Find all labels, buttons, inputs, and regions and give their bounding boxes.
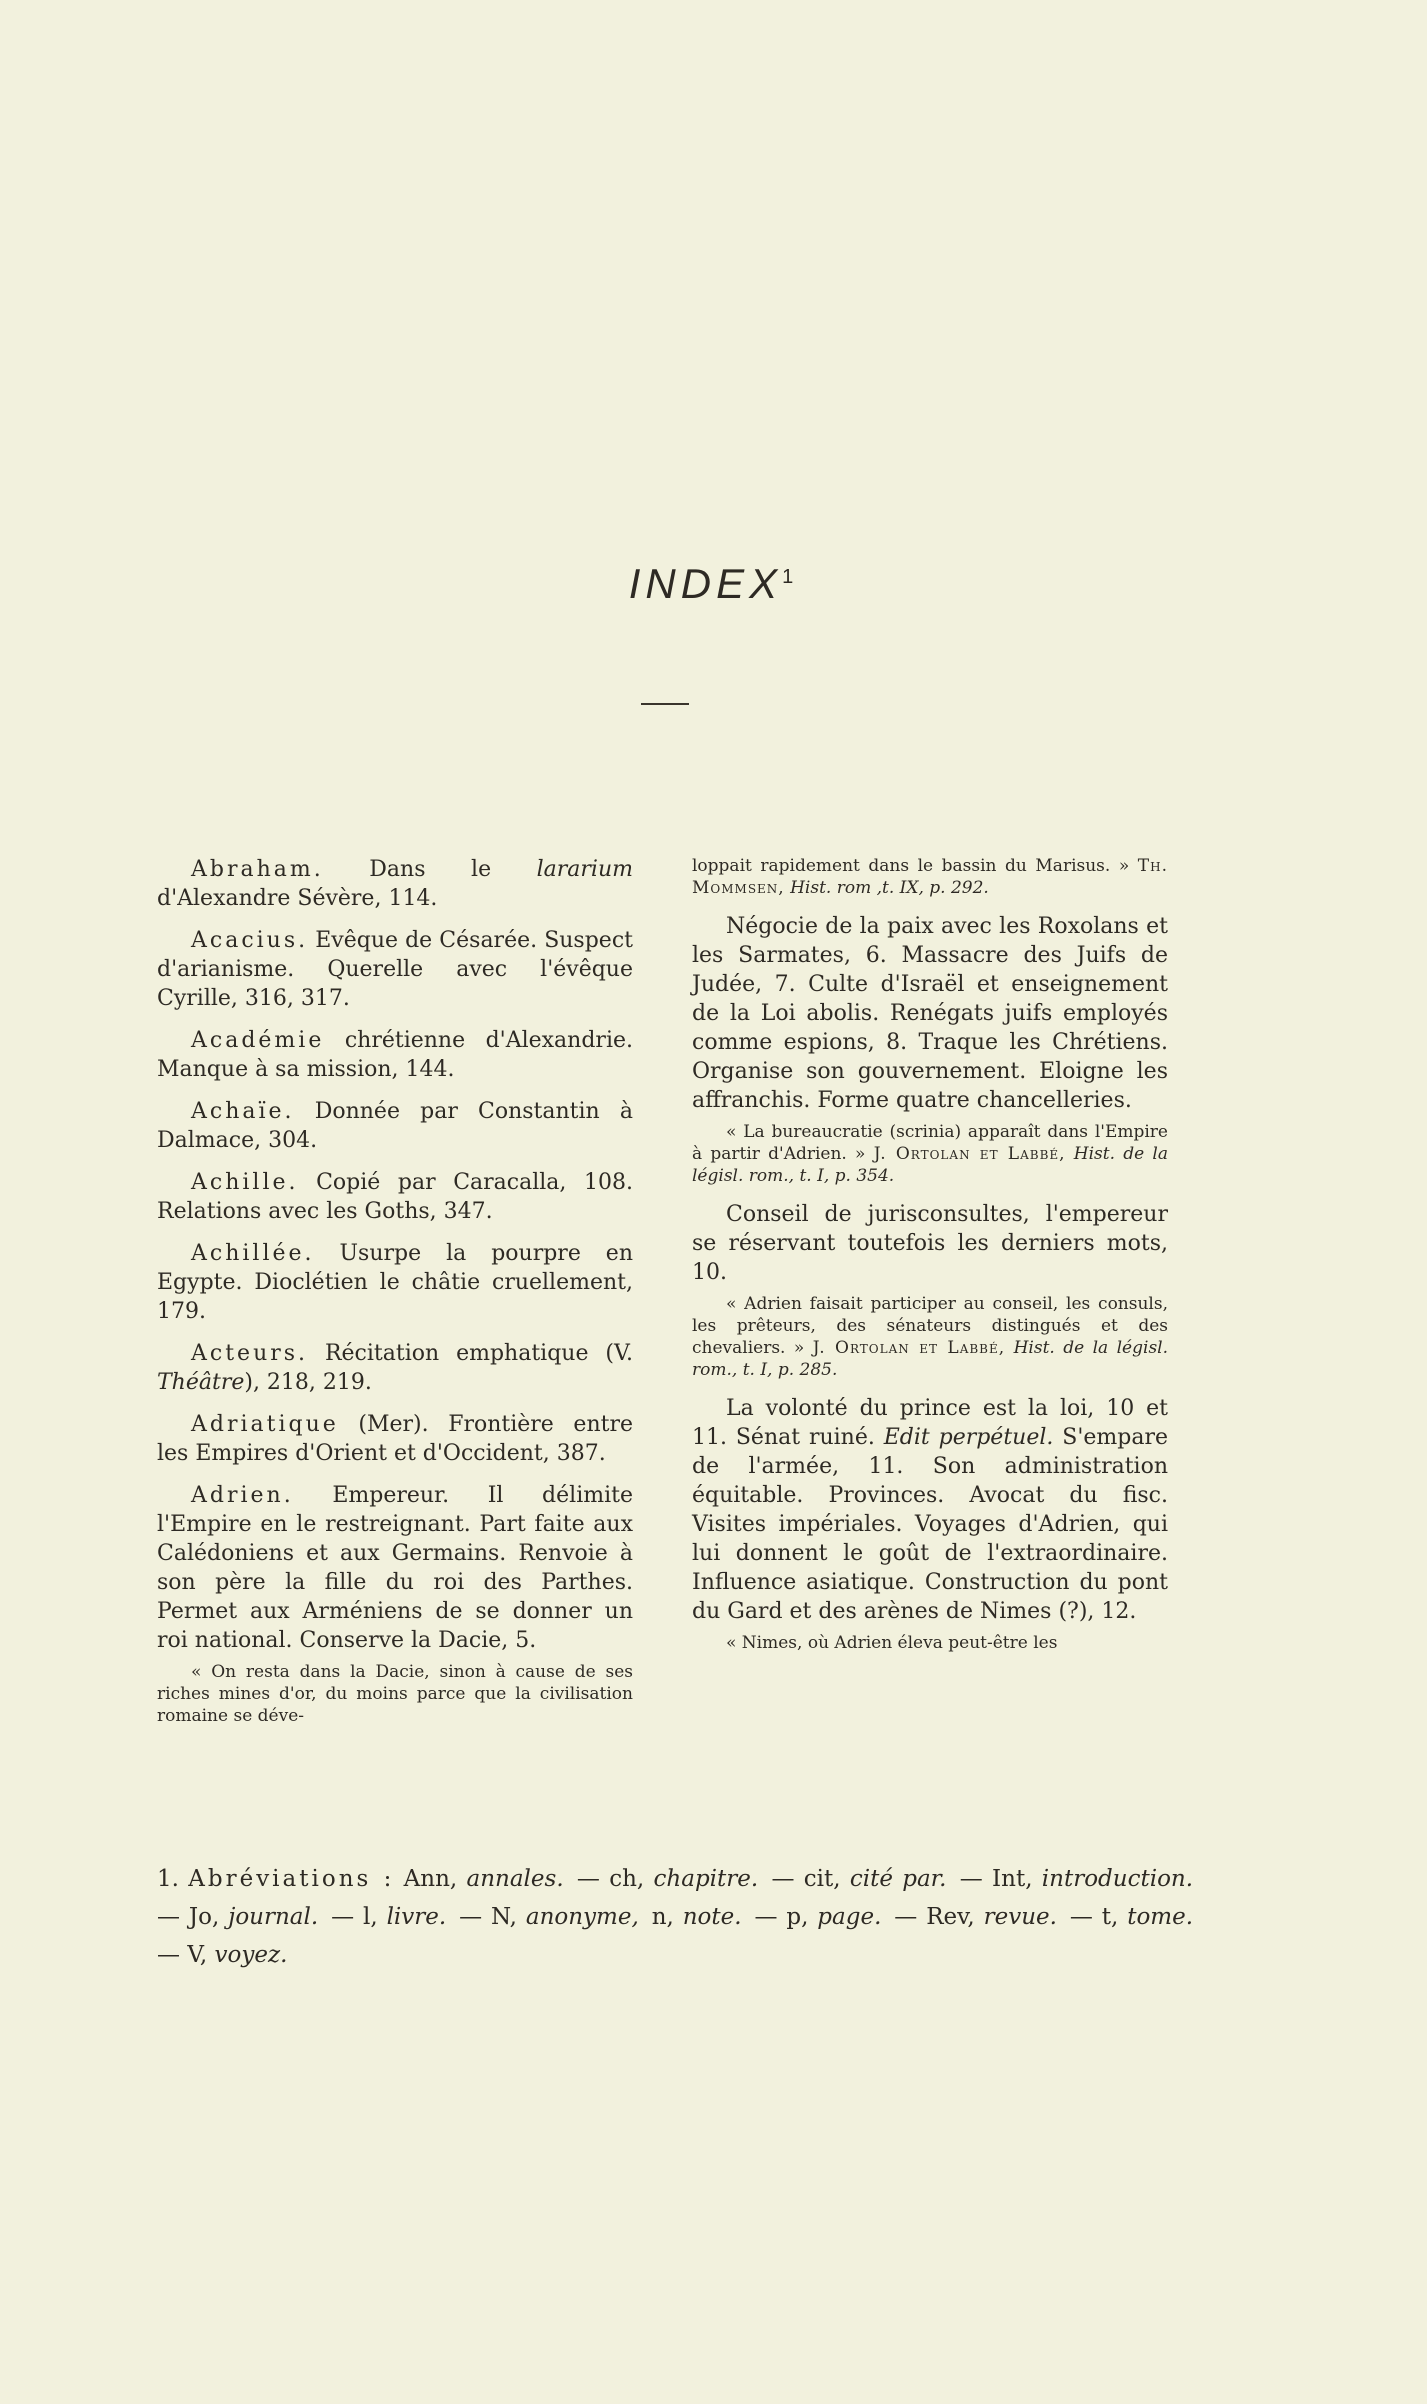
headword: Acteurs. [191, 1341, 309, 1366]
entry-text: La volonté du prince est la loi, 10 et 11. Sénat ruiné. [692, 1396, 1168, 1450]
index-entry-academie [157, 1026, 633, 1084]
entry-text: Récitation emphatique (V. [308, 1341, 633, 1366]
abbr: Ann, [403, 1866, 458, 1892]
abbreviation-item [652, 1904, 742, 1930]
note-reference: Hist. de la législ. rom., t. I, p. 354. [692, 1144, 1168, 1186]
left-column [157, 855, 633, 1740]
entry-paragraph [692, 1394, 1168, 1626]
abbr-meaning: voyez. [214, 1942, 288, 1968]
abbreviation-item [189, 1904, 318, 1930]
entry-paragraph: Conseil de jurisconsultes, l'empereur se réservant toutefois les derniers mots, 10. [692, 1202, 1168, 1285]
entry-italic: lararium [536, 857, 633, 882]
abbr: t, [1101, 1904, 1119, 1930]
right-column [692, 855, 1168, 1667]
abbr-meaning: journal. [228, 1904, 319, 1930]
abbreviation-item [187, 1942, 287, 1968]
footnote-number: 1. [157, 1866, 179, 1892]
entry-text: Evêque de Césarée. Suspect d'arianisme. Querelle avec l'évêque Cyrille, 316, 317. [157, 928, 633, 1011]
index-entry-acacius [157, 926, 633, 1013]
abbr: Jo, [188, 1904, 220, 1930]
abbreviation-item [404, 1866, 564, 1892]
abbr-meaning: revue. [983, 1904, 1057, 1930]
headword: Achaïe. [191, 1099, 295, 1124]
entry-italic: Edit perpétuel. [883, 1425, 1054, 1450]
note-reference: Hist. rom ,t. IX, p. 292. [784, 878, 989, 898]
abbr: N, [490, 1904, 517, 1930]
abbr-meaning: page. [817, 1904, 882, 1930]
abbreviation-item [1102, 1904, 1193, 1930]
abbreviation-item [491, 1904, 639, 1930]
title-footnote-mark: 1 [782, 566, 799, 588]
index-entry-achaie [157, 1097, 633, 1155]
abbr-meaning: cité par. [849, 1866, 947, 1892]
abbreviation-item [992, 1866, 1193, 1892]
entry-text: S'empare de l'armée, 11. Son administration équitable. Provinces. Avocat du fisc. Visites impériales. Voyages d'Adrien, qui lui donnent le goût de l'extraordinaire. Influence asiatique. Construction du pont du Gard et des arènes de Nimes (?), 12. [692, 1425, 1168, 1624]
abbreviations-footnote: 1. Abréviations : Ann, annales. — ch, chapitre. — cit, cité par. — Int, introduction. — Jo, journal. — l, livre. — N, anonyme, n, note. — p, page. — Rev, revue. — t, tome. — V, voyez. [157, 1866, 1194, 1968]
entry-text: Usurpe la pourpre en Egypte. Dioclétien le châtie cruellement, 179. [157, 1241, 633, 1324]
quote-note: « Nimes, où Adrien éleva peut-être les [726, 1633, 1058, 1653]
entry-text: Donnée par Constantin à Dalmace, 304. [157, 1099, 633, 1153]
note-reference: Hist. de la législ. rom., t. I, p. 285. [692, 1338, 1169, 1380]
footnote-label: Abréviations : [188, 1866, 395, 1892]
headword: Acacius. [191, 928, 309, 953]
entry-text: (Mer). Frontière entre les Empires d'Orient et d'Occident, 387. [157, 1412, 633, 1466]
abbr-meaning: anonyme, [525, 1904, 639, 1930]
entry-text: d'Alexandre Sévère, 114. [157, 886, 438, 911]
headword: Achille. [191, 1170, 299, 1195]
abbr-meaning: note. [682, 1904, 742, 1930]
abbreviation-item [804, 1866, 947, 1892]
abbr: V, [187, 1942, 208, 1968]
note-text: loppait rapidement dans le bassin du Marisus. » [692, 856, 1138, 876]
index-entry-acteurs [157, 1339, 633, 1397]
entry-text: Dans le [323, 857, 537, 882]
note-author: J. Ortolan et Labbé, [812, 1338, 1006, 1358]
abbr: n, [651, 1904, 674, 1930]
headword: Académie [191, 1028, 325, 1053]
abbr: ch, [609, 1866, 645, 1892]
index-entry-achillee [157, 1239, 633, 1326]
abbr-meaning: introduction. [1041, 1866, 1194, 1892]
quote-note [692, 855, 1168, 899]
index-entry-adrien [157, 1481, 633, 1655]
note-text: « Adrien faisait participer au conseil, les consuls, les prêteurs, des sénateurs distingués et des chevaliers. » [692, 1294, 1168, 1358]
note-author: J. Ortolan et Labbé, [873, 1144, 1066, 1164]
index-entry-abraham [157, 855, 633, 913]
abbr: l, [362, 1904, 378, 1930]
entry-text: Empereur. Il délimite l'Empire en le restreignant. Part faite aux Calédoniens et aux Germains. Renvoie à son père la fille du roi des Parthes. Permet aux Arméniens de se donner un roi national. Conserve la Dacie, 5. [157, 1483, 633, 1653]
abbr: p, [786, 1904, 809, 1930]
quote-note: « On resta dans la Dacie, sinon à cause de ses riches mines d'or, du moins parce que la civilisation romaine se déve- [157, 1662, 633, 1726]
abbreviation-item [786, 1904, 881, 1930]
entry-text: ), 218, 219. [244, 1370, 372, 1395]
abbreviation-item [926, 1904, 1057, 1930]
abbr: cit, [803, 1866, 841, 1892]
abbreviation-item [609, 1866, 758, 1892]
entry-text: chrétienne d'Alexandrie. Manque à sa mission, 144. [157, 1028, 633, 1082]
abbreviation-item [363, 1904, 446, 1930]
page-title: INDEX$^1$ [628, 560, 799, 607]
abbr: Int, [992, 1866, 1033, 1892]
headword: Abraham. [191, 857, 324, 882]
headword: Achillée. [191, 1241, 315, 1266]
note-author: Th. Mommsen, [692, 856, 1168, 898]
entry-paragraph: Négocie de la paix avec les Roxolans et les Sarmates, 6. Massacre des Juifs de Judée, 7. Culte d'Israël et enseignement de la Loi abolis. Renégats juifs employés comme espions, 8. Traque les Chrétiens. Organise son gouvernement. Eloigne les affranchis. Forme quatre chancelleries. [692, 914, 1168, 1113]
note-text: « La bureaucratie (scrinia) apparaît dans l'Empire à partir d'Adrien. » [692, 1122, 1168, 1164]
abbr: Rev, [926, 1904, 975, 1930]
abbr-meaning: annales. [466, 1866, 564, 1892]
entry-italic: Théâtre [157, 1370, 245, 1395]
headword: Adrien. [191, 1483, 294, 1508]
index-entry-adriatique [157, 1410, 633, 1468]
abbr-meaning: tome. [1127, 1904, 1194, 1930]
abbr-meaning: chapitre. [653, 1866, 759, 1892]
title-rule [641, 703, 689, 705]
index-entry-achille [157, 1168, 633, 1226]
quote-note [692, 1293, 1168, 1381]
quote-note [692, 1121, 1168, 1187]
abbr-meaning: livre. [386, 1904, 447, 1930]
headword: Adriatique [191, 1412, 339, 1437]
entry-text: Copié par Caracalla, 108. Relations avec les Goths, 347. [157, 1170, 633, 1224]
